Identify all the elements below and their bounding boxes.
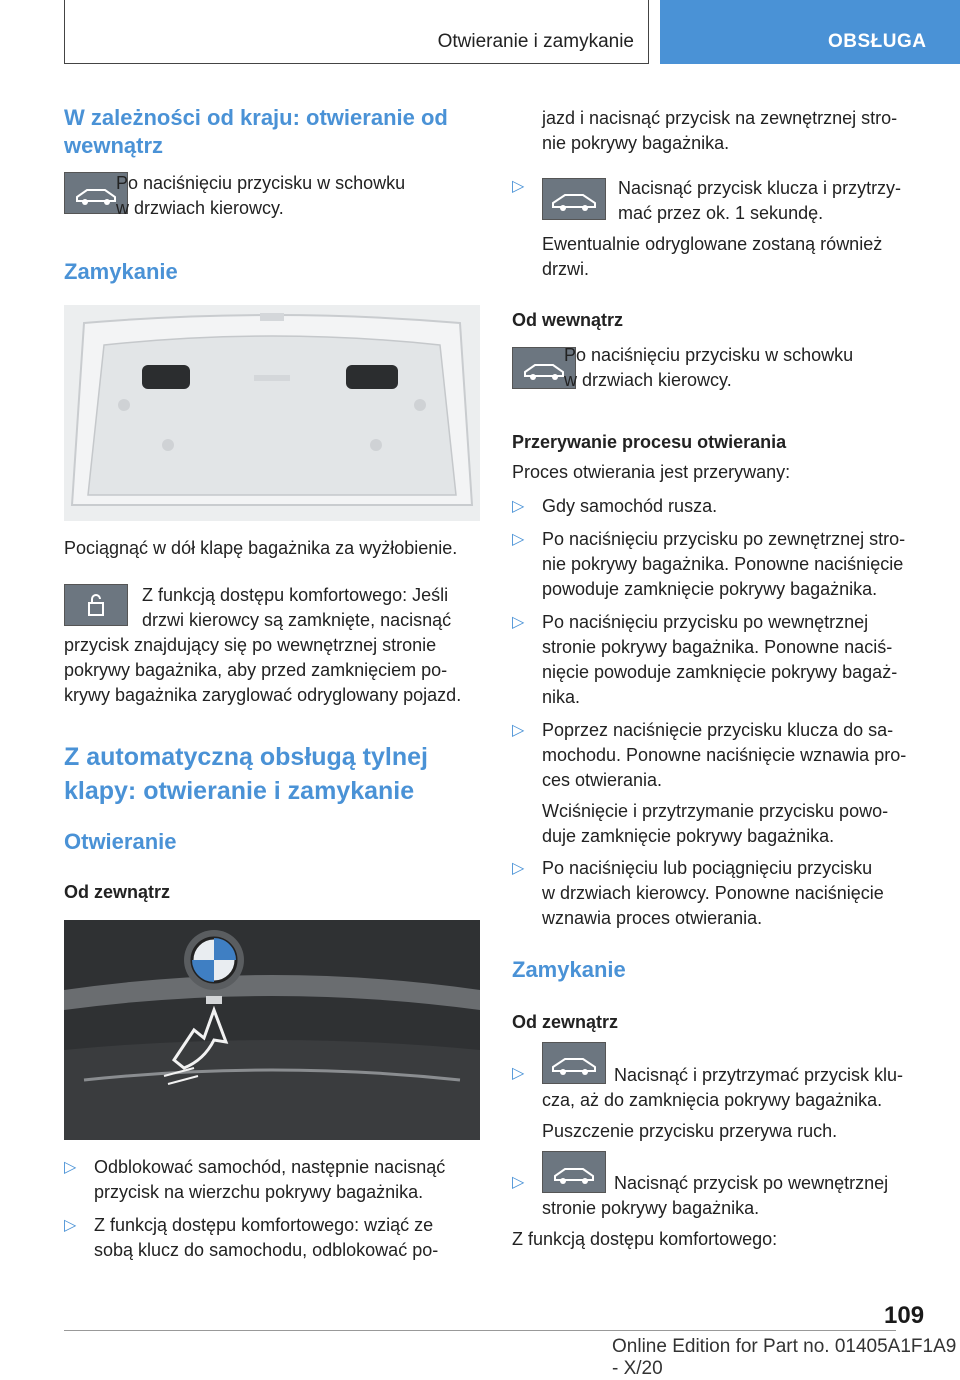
i1-line: Gdy samochód rusza. (542, 496, 718, 516)
pull-text: Pociągnąć w dół klapę bagażnika za wyżłobienie. (64, 538, 458, 558)
doors-line-1: Ewentualnie odryglowane zostaną również (542, 234, 883, 254)
i4-sub-line-1: Wciśnięcie i przytrzymanie przycisku powo- (542, 801, 889, 821)
bullet-icon: ▷ (512, 1065, 525, 1082)
list-item (512, 718, 952, 849)
chapter-tab (660, 0, 960, 64)
cont-line-2: nie pokrywy bagażnika. (542, 133, 730, 153)
i3-line-1: Po naciśnięciu przycisku po wewnętrznej (542, 612, 869, 632)
cont-line-1: jazd i nacisnąć przycisk na zewnętrznej stro- (542, 108, 898, 128)
comfort-text-1: Z funkcją dostępu komfortowego: Jeśli (142, 585, 449, 605)
list-item (512, 856, 952, 931)
footer-divider (64, 1330, 896, 1331)
list-item (512, 527, 952, 602)
i2-line-1: Po naciśnięciu przycisku po zewnętrznej stro- (542, 529, 906, 549)
bullet-icon: ▷ (512, 531, 525, 548)
comfort-footer-text: Z funkcją dostępu komfortowego: (512, 1229, 778, 1249)
key-button-icon (542, 178, 606, 220)
bullet-icon: ▷ (64, 1217, 77, 1234)
comfort-text-5: krywy bagażnika zaryglować odryglowany pojazd. (64, 685, 462, 705)
i2-line-2: nie pokrywy bagażnika. Ponowne naciśnięcie (542, 554, 904, 574)
trunk-button-icon (542, 1151, 606, 1193)
heading-country: W zależności od kraju: otwieranie od wewnątrz (64, 105, 448, 158)
page-number: 109 (884, 1302, 925, 1329)
list-item (64, 1155, 484, 1205)
i3-line-2: stronie pokrywy bagażnika. Ponowne naciś- (542, 637, 893, 657)
i3-line-4: nika. (542, 687, 581, 707)
bullet-icon: ▷ (512, 614, 525, 631)
comfort-text-2: drzwi kierowcy są zamknięte, nacisnąć (142, 610, 452, 630)
heading-open: Otwieranie (64, 829, 177, 854)
i4-line-3: ces otwierania. (542, 770, 663, 790)
b2-line-1: Z funkcją dostępu komfortowego: wziąć ze (94, 1215, 434, 1235)
b1-line-2: przycisk na wierzchu pokrywy bagażnika. (94, 1182, 424, 1202)
list-item (512, 610, 952, 710)
bullet-icon: ▷ (64, 1159, 77, 1176)
section-title: Otwieranie i zamykanie (437, 31, 634, 52)
i5-line-2: w drzwiach kierowcy. Ponowne naciśnięcie (542, 883, 884, 903)
i4-line-1: Poprzez naciśnięcie przycisku klucza do sa- (542, 720, 894, 740)
bullet-icon: ▷ (512, 178, 525, 195)
bullet-icon: ▷ (512, 1174, 525, 1191)
c1-sub: Puszczenie przycisku przerywa ruch. (542, 1121, 838, 1141)
i4-line-2: mochodu. Ponowne naciśnięcie wznawia pro- (542, 745, 907, 765)
heading-close-right: Zamykanie (512, 957, 626, 982)
c1-line-2: cza, aż do zamknięcia pokrywy bagażnika. (542, 1090, 883, 1110)
i5-line-3: wznawia proces otwierania. (542, 908, 763, 928)
chapter-tab-label: OBSŁUGA (828, 31, 927, 52)
heading-auto-1: Z automatyczną obsługą tylnej (64, 743, 428, 771)
heading-outside: Od zewnątrz (64, 882, 171, 902)
heading-inside: Od wewnątrz (512, 310, 624, 330)
inside-line-2: w drzwiach kierowcy. (564, 370, 732, 390)
heading-close: Zamykanie (64, 259, 178, 284)
edition-text: Online Edition for Part no. 01405A1F1A9 - X/20 (612, 1336, 957, 1379)
heading-auto-2: klapy: otwieranie i zamykanie (64, 777, 415, 805)
trunk-outside-image (64, 920, 480, 1140)
interrupt-intro: Proces otwierania jest przerywany: (512, 462, 791, 482)
b2-line-2: sobą klucz do samochodu, odblokować po- (94, 1240, 439, 1260)
list-item (512, 494, 952, 519)
inside-line-1: Po naciśnięciu przycisku w schowku (564, 345, 854, 365)
heading-interrupt: Przerywanie procesu otwierania (512, 432, 787, 452)
bullet-icon: ▷ (512, 860, 525, 877)
doors-line-2: drzwi. (542, 259, 590, 279)
lock-icon (64, 584, 128, 626)
header-box (64, 0, 649, 64)
key-line-1: Nacisnąć przycisk klucza i przytrzy- (618, 178, 902, 198)
i2-line-3: powoduje zamknięcie pokrywy bagażnika. (542, 579, 878, 599)
country-text-2: w drzwiach kierowcy. (116, 198, 284, 218)
bullet-icon: ▷ (512, 498, 525, 515)
list-item (64, 1213, 484, 1263)
c1-line-1: Nacisnąć i przytrzymać przycisk klu- (614, 1065, 904, 1085)
key-line-2: mać przez ok. 1 sekundę. (618, 203, 824, 223)
i3-line-3: nięcie powoduje zamknięcie pokrywy bagaż- (542, 662, 898, 682)
bullet-icon: ▷ (512, 722, 525, 739)
heading-outside-right: Od zewnątrz (512, 1012, 619, 1032)
i4-sub-line-2: duje zamknięcie pokrywy bagażnika. (542, 826, 835, 846)
key-button-icon (542, 1042, 606, 1084)
trunk-lid-inside-image (64, 305, 480, 521)
c2-line-2: stronie pokrywy bagażnika. (542, 1198, 760, 1218)
country-text-1: Po naciśnięciu przycisku w schowku (116, 173, 406, 193)
b1-line-1: Odblokować samochód, następnie nacisnąć (94, 1157, 446, 1177)
comfort-text-4: pokrywy bagażnika, aby przed zamknięciem po- (64, 660, 448, 680)
c2-line-1: Nacisnąć przycisk po wewnętrznej (614, 1173, 889, 1193)
comfort-text-3: przycisk znajdujący się po wewnętrznej stronie (64, 635, 437, 655)
i5-line-1: Po naciśnięciu lub pociągnięciu przycisku (542, 858, 873, 878)
